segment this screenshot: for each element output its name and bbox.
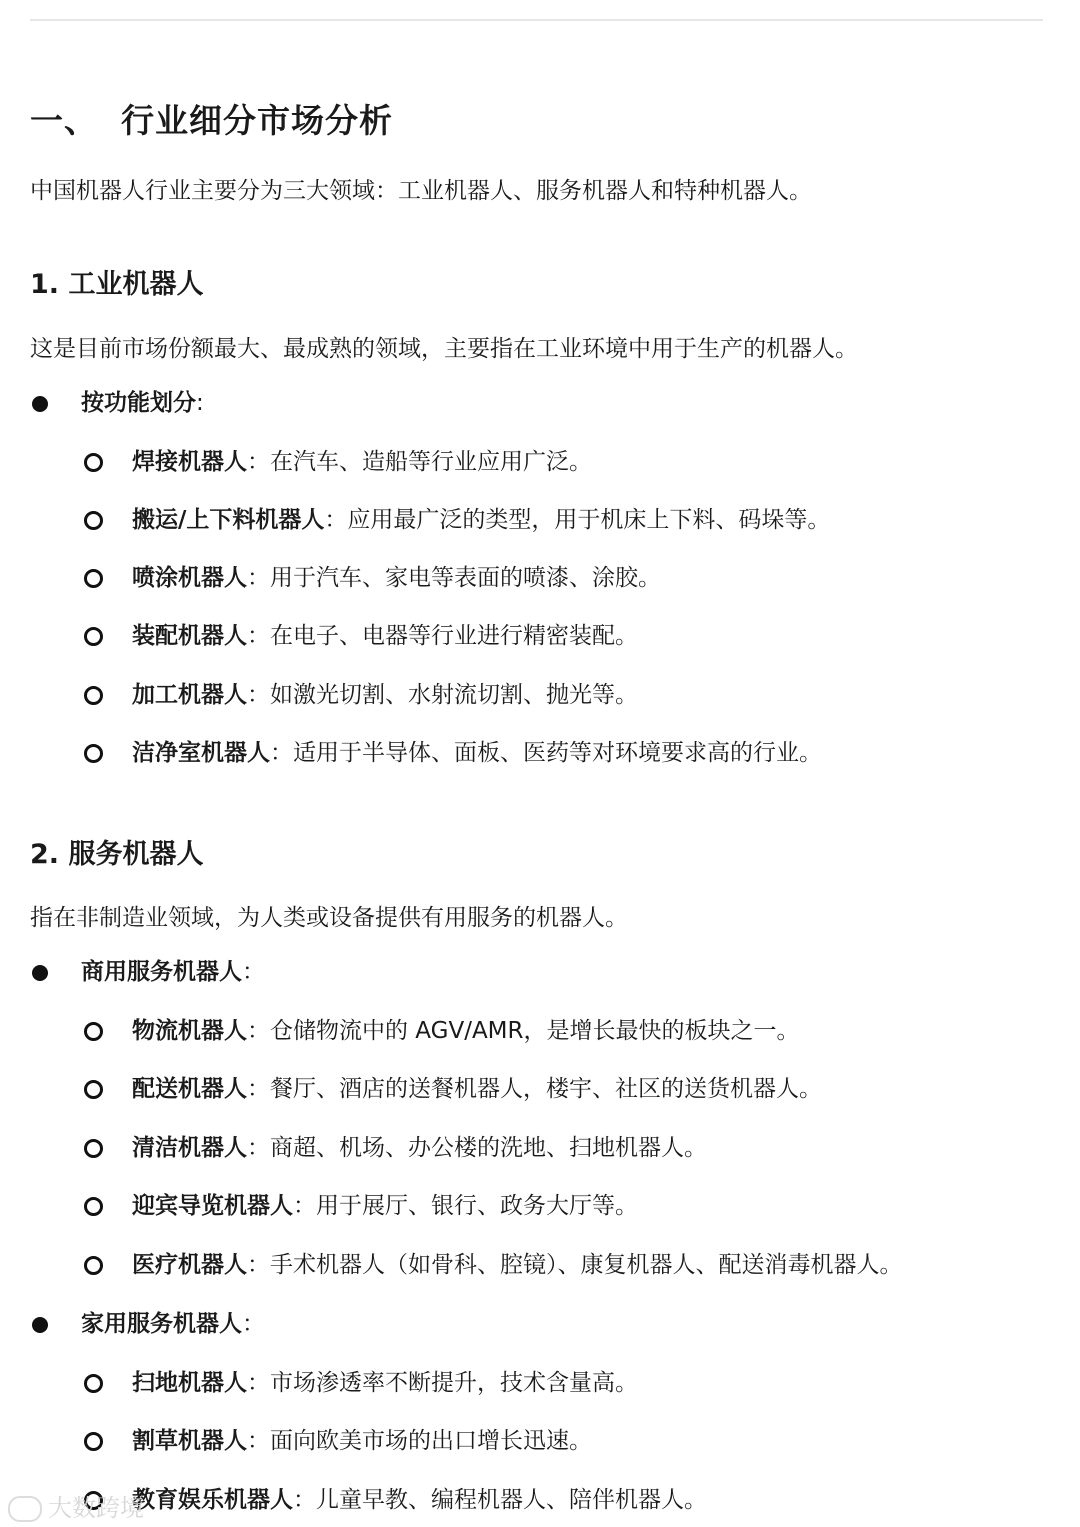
item-separator: ： [247, 1135, 270, 1161]
item-separator: ： [293, 1193, 316, 1219]
item-separator: ： [247, 623, 270, 649]
item-separator: ： [247, 682, 270, 708]
item-text: 应用最广泛的类型，用于机床上下料、码垛等。 [347, 507, 831, 533]
list-item [132, 1485, 707, 1515]
group-label-colon: ： [242, 959, 265, 985]
industrial-description: 这是目前市场份额最大、最成熟的领域，主要指在工业环境中用于生产的机器人。 [30, 336, 858, 362]
item-term: 洁净室机器人 [132, 740, 270, 766]
item-term: 医疗机器人 [132, 1252, 247, 1278]
item-separator: ： [324, 507, 348, 533]
item-text: 适用于半导体、面板、医药等对环境要求高的行业。 [293, 740, 822, 766]
bullet-ring-icon [84, 1256, 103, 1275]
list-item [132, 1074, 822, 1104]
list-item [132, 738, 822, 768]
item-text: 商超、机场、办公楼的洗地、扫地机器人。 [270, 1135, 707, 1161]
bullet-ring-icon [84, 1139, 103, 1158]
item-text: 用于展厅、银行、政务大厅等。 [316, 1193, 638, 1219]
commercial-group-label [81, 957, 265, 987]
item-text: 如激光切割、水射流切割、抛光等。 [270, 682, 638, 708]
bullet-ring-icon [84, 453, 103, 472]
group-label-colon: : [196, 390, 204, 416]
item-term: 清洁机器人 [132, 1135, 247, 1161]
item-separator: ： [247, 1428, 270, 1454]
item-term: 加工机器人 [132, 682, 247, 708]
list-item [132, 1426, 592, 1456]
section-title [30, 95, 393, 142]
section-title-text: 行业细分市场分析 [121, 101, 393, 140]
item-text: 市场渗透率不断提升，技术含量高。 [270, 1370, 638, 1396]
list-item [132, 1016, 800, 1046]
bullet-ring-icon [84, 511, 103, 530]
list-item [132, 1368, 638, 1398]
watermark-text: 大数跨境 [48, 1494, 144, 1522]
item-text: 在汽车、造船等行业应用广泛。 [270, 449, 592, 475]
service-description: 指在非制造业领域，为人类或设备提供有用服务的机器人。 [30, 905, 628, 931]
item-term: 迎宾导览机器人 [132, 1193, 293, 1219]
bullet-ring-icon [84, 744, 103, 763]
item-separator: ： [247, 1018, 270, 1044]
list-item [132, 1250, 903, 1280]
list-item [132, 1133, 707, 1163]
item-separator: ： [247, 565, 270, 591]
group-label-text: 商用服务机器人 [81, 959, 242, 985]
bullet-ring-icon [84, 686, 103, 705]
item-term: 焊接机器人 [132, 449, 247, 475]
household-group-label [81, 1309, 265, 1339]
section-number: 一、 [30, 101, 98, 140]
item-text: 餐厅、酒店的送餐机器人，楼宇、社区的送货机器人。 [270, 1076, 822, 1102]
list-item [132, 621, 638, 651]
service-heading: 2. 服务机器人 [30, 839, 204, 870]
item-term: 配送机器人 [132, 1076, 247, 1102]
top-divider [30, 19, 1043, 21]
item-separator: ： [247, 1370, 270, 1396]
list-item [132, 505, 830, 535]
bullet-ring-icon [84, 1432, 103, 1451]
item-separator: ： [270, 740, 293, 766]
bullet-ring-icon [84, 627, 103, 646]
bullet-dot-icon [32, 1317, 48, 1333]
item-separator: ： [247, 1076, 270, 1102]
item-term: 喷涂机器人 [132, 565, 247, 591]
bullet-dot-icon [32, 965, 48, 981]
item-separator: ： [247, 1252, 270, 1278]
item-term: 装配机器人 [132, 623, 247, 649]
list-item [132, 447, 592, 477]
item-term: 搬运/上下料机器人 [132, 507, 325, 533]
item-text: 仓储物流中的 AGV/AMR，是增长最快的板块之一。 [270, 1018, 800, 1044]
bullet-ring-icon [84, 1197, 103, 1216]
watermark [8, 1488, 144, 1523]
item-term: 物流机器人 [132, 1018, 247, 1044]
bullet-ring-icon [84, 1022, 103, 1041]
group-label-text: 按功能划分 [81, 390, 196, 416]
bullet-ring-icon [84, 569, 103, 588]
item-text: 在电子、电器等行业进行精密装配。 [270, 623, 638, 649]
item-text: 手术机器人（如骨科、腔镜）、康复机器人、配送消毒机器人。 [270, 1252, 903, 1278]
list-item [132, 563, 661, 593]
item-text: 用于汽车、家电等表面的喷漆、涂胶。 [270, 565, 661, 591]
bullet-ring-icon [84, 1080, 103, 1099]
item-text: 面向欧美市场的出口增长迅速。 [270, 1428, 592, 1454]
industrial-heading: 1. 工业机器人 [30, 269, 204, 300]
item-separator: ： [247, 449, 270, 475]
bullet-dot-icon [32, 396, 48, 412]
bullet-ring-icon [84, 1374, 103, 1393]
industrial-group-label [81, 388, 204, 418]
item-separator: ： [293, 1487, 316, 1513]
group-label-colon: ： [242, 1311, 265, 1337]
list-item [132, 680, 638, 710]
item-term: 教育娱乐机器人 [132, 1487, 293, 1513]
intro-paragraph: 中国机器人行业主要分为三大领域：工业机器人、服务机器人和特种机器人。 [30, 178, 812, 204]
group-label-text: 家用服务机器人 [81, 1311, 242, 1337]
weibo-logo-icon [8, 1496, 42, 1522]
list-item [132, 1191, 638, 1221]
item-term: 割草机器人 [132, 1428, 247, 1454]
item-text: 儿童早教、编程机器人、陪伴机器人。 [316, 1487, 707, 1513]
item-term: 扫地机器人 [132, 1370, 247, 1396]
